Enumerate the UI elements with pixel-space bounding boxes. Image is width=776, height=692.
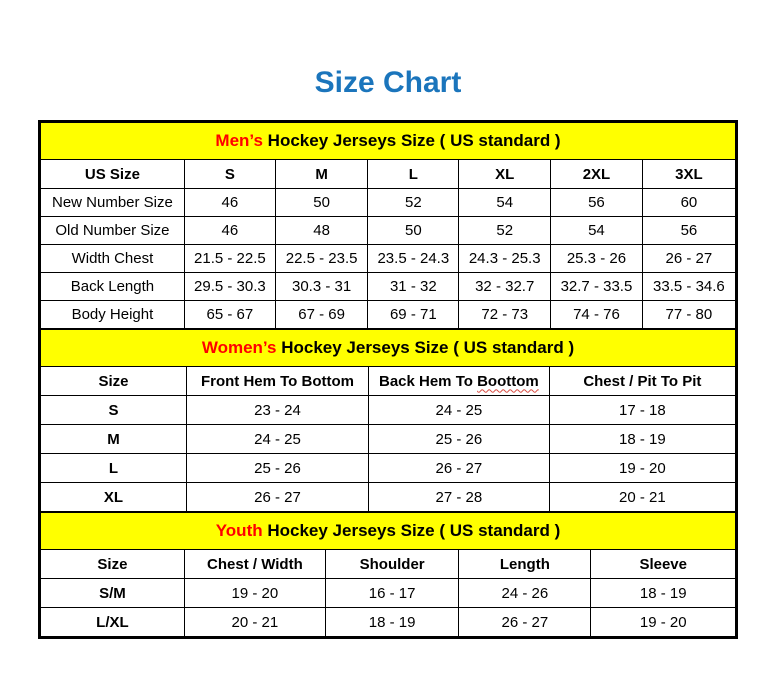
- size-value-cell: 67 - 69: [275, 301, 367, 329]
- row-label-cell: New Number Size: [41, 189, 185, 217]
- column-header-cell: Size: [41, 550, 185, 579]
- column-header-cell: 3XL: [642, 160, 735, 189]
- column-header-cell: [549, 367, 735, 396]
- size-value-cell: 50: [275, 189, 367, 217]
- column-header-cell: Sleeve: [591, 550, 736, 579]
- size-value-cell: 19 - 20: [549, 454, 735, 483]
- column-header-cell: [41, 367, 187, 396]
- column-header-cell: XL: [459, 160, 551, 189]
- size-value-cell: 56: [551, 189, 643, 217]
- misspelled-word: Boottom: [477, 372, 539, 390]
- column-header-cell: [186, 367, 368, 396]
- size-value-cell: 52: [459, 217, 551, 245]
- size-value-cell: 21.5 - 22.5: [184, 245, 275, 273]
- column-header-text: Size: [98, 372, 129, 390]
- size-value-cell: 23.5 - 24.3: [368, 245, 459, 273]
- youth-section-title-cell: [41, 513, 736, 550]
- size-value-cell: 31 - 32: [368, 273, 459, 301]
- size-value-cell: 20 - 21: [549, 483, 735, 512]
- size-value-cell: 32.7 - 33.5: [551, 273, 643, 301]
- womens-header-row: [41, 367, 736, 396]
- size-value-cell: 50: [368, 217, 459, 245]
- column-header-text: Front Hem To Bottom: [200, 372, 354, 390]
- column-header-text: Back Hem To: [378, 372, 478, 390]
- size-value-cell: 19 - 20: [184, 579, 325, 608]
- size-value-cell: 74 - 76: [551, 301, 643, 329]
- size-value-cell: 25 - 26: [369, 425, 550, 454]
- mens-title-rest: Hockey Jerseys Size ( US standard ): [262, 131, 561, 150]
- page-title: Size Chart: [314, 66, 462, 99]
- size-value-cell: 72 - 73: [459, 301, 551, 329]
- table-row: [41, 608, 736, 637]
- column-header-text: Chest / Pit To Pit: [583, 372, 702, 390]
- size-value-cell: 60: [642, 189, 735, 217]
- size-value-cell: 26 - 27: [186, 483, 368, 512]
- size-value-cell: 46: [184, 217, 275, 245]
- table-row: [41, 301, 736, 329]
- column-header-cell: Length: [459, 550, 591, 579]
- column-header-cell: Chest / Width: [184, 550, 325, 579]
- row-label-cell: S: [41, 396, 187, 425]
- size-value-cell: 54: [459, 189, 551, 217]
- size-value-cell: 65 - 67: [184, 301, 275, 329]
- size-value-cell: 69 - 71: [368, 301, 459, 329]
- size-value-cell: 56: [642, 217, 735, 245]
- row-label-cell: M: [41, 425, 187, 454]
- row-label-cell: Back Length: [41, 273, 185, 301]
- row-label-cell: Body Height: [41, 301, 185, 329]
- row-label-cell: Width Chest: [41, 245, 185, 273]
- size-value-cell: 17 - 18: [549, 396, 735, 425]
- row-label-cell: S/M: [41, 579, 185, 608]
- row-label-cell: Old Number Size: [41, 217, 185, 245]
- table-row: [41, 273, 736, 301]
- size-value-cell: 25 - 26: [186, 454, 368, 483]
- column-header-cell: US Size: [41, 160, 185, 189]
- womens-title-accent: Women’s: [201, 338, 277, 357]
- table-row: [41, 579, 736, 608]
- size-value-cell: 26 - 27: [459, 608, 591, 637]
- size-value-cell: 48: [275, 217, 367, 245]
- size-value-cell: 52: [368, 189, 459, 217]
- womens-size-table: [40, 329, 736, 512]
- size-value-cell: 24 - 25: [186, 425, 368, 454]
- row-label-cell: L: [41, 454, 187, 483]
- size-value-cell: 16 - 17: [325, 579, 458, 608]
- column-header-cell: L: [368, 160, 459, 189]
- table-row: [41, 454, 736, 483]
- youth-header-row: [41, 550, 736, 579]
- table-row: [41, 245, 736, 273]
- row-label-cell: L/XL: [41, 608, 185, 637]
- size-value-cell: 46: [184, 189, 275, 217]
- size-value-cell: 25.3 - 26: [551, 245, 643, 273]
- size-value-cell: 18 - 19: [549, 425, 735, 454]
- size-value-cell: 54: [551, 217, 643, 245]
- size-value-cell: 30.3 - 31: [275, 273, 367, 301]
- size-value-cell: 77 - 80: [642, 301, 735, 329]
- size-value-cell: 23 - 24: [186, 396, 368, 425]
- size-value-cell: 33.5 - 34.6: [642, 273, 735, 301]
- womens-section-title-row: [41, 330, 736, 367]
- table-row: [41, 425, 736, 454]
- womens-title-rest: Hockey Jerseys Size ( US standard ): [276, 338, 575, 357]
- womens-section-title-cell: [41, 330, 736, 367]
- column-header-cell: [369, 367, 550, 396]
- size-value-cell: 32 - 32.7: [459, 273, 551, 301]
- size-value-cell: 20 - 21: [184, 608, 325, 637]
- size-value-cell: 26 - 27: [642, 245, 735, 273]
- column-header-cell: M: [275, 160, 367, 189]
- mens-section-title-cell: [41, 123, 736, 160]
- mens-title-accent: Men’s: [215, 131, 263, 150]
- size-value-cell: 26 - 27: [369, 454, 550, 483]
- column-header-cell: S: [184, 160, 275, 189]
- size-value-cell: 18 - 19: [325, 608, 458, 637]
- youth-title-accent: Youth: [215, 521, 263, 540]
- youth-section-title-row: [41, 513, 736, 550]
- column-header-cell: Shoulder: [325, 550, 458, 579]
- size-value-cell: 22.5 - 23.5: [275, 245, 367, 273]
- row-label-cell: XL: [41, 483, 187, 512]
- mens-size-table: [40, 122, 736, 329]
- mens-section-title-row: [41, 123, 736, 160]
- size-value-cell: 27 - 28: [369, 483, 550, 512]
- table-row: [41, 189, 736, 217]
- table-row: [41, 217, 736, 245]
- table-row: [41, 396, 736, 425]
- size-value-cell: 18 - 19: [591, 579, 736, 608]
- mens-header-row: [41, 160, 736, 189]
- size-value-cell: 24.3 - 25.3: [459, 245, 551, 273]
- table-row: [41, 483, 736, 512]
- size-value-cell: 24 - 26: [459, 579, 591, 608]
- size-value-cell: 29.5 - 30.3: [184, 273, 275, 301]
- youth-size-table: [40, 512, 736, 637]
- youth-title-rest: Hockey Jerseys Size ( US standard ): [262, 521, 561, 540]
- column-header-cell: 2XL: [551, 160, 643, 189]
- size-value-cell: 19 - 20: [591, 608, 736, 637]
- size-value-cell: 24 - 25: [369, 396, 550, 425]
- size-chart-tables: [38, 120, 738, 639]
